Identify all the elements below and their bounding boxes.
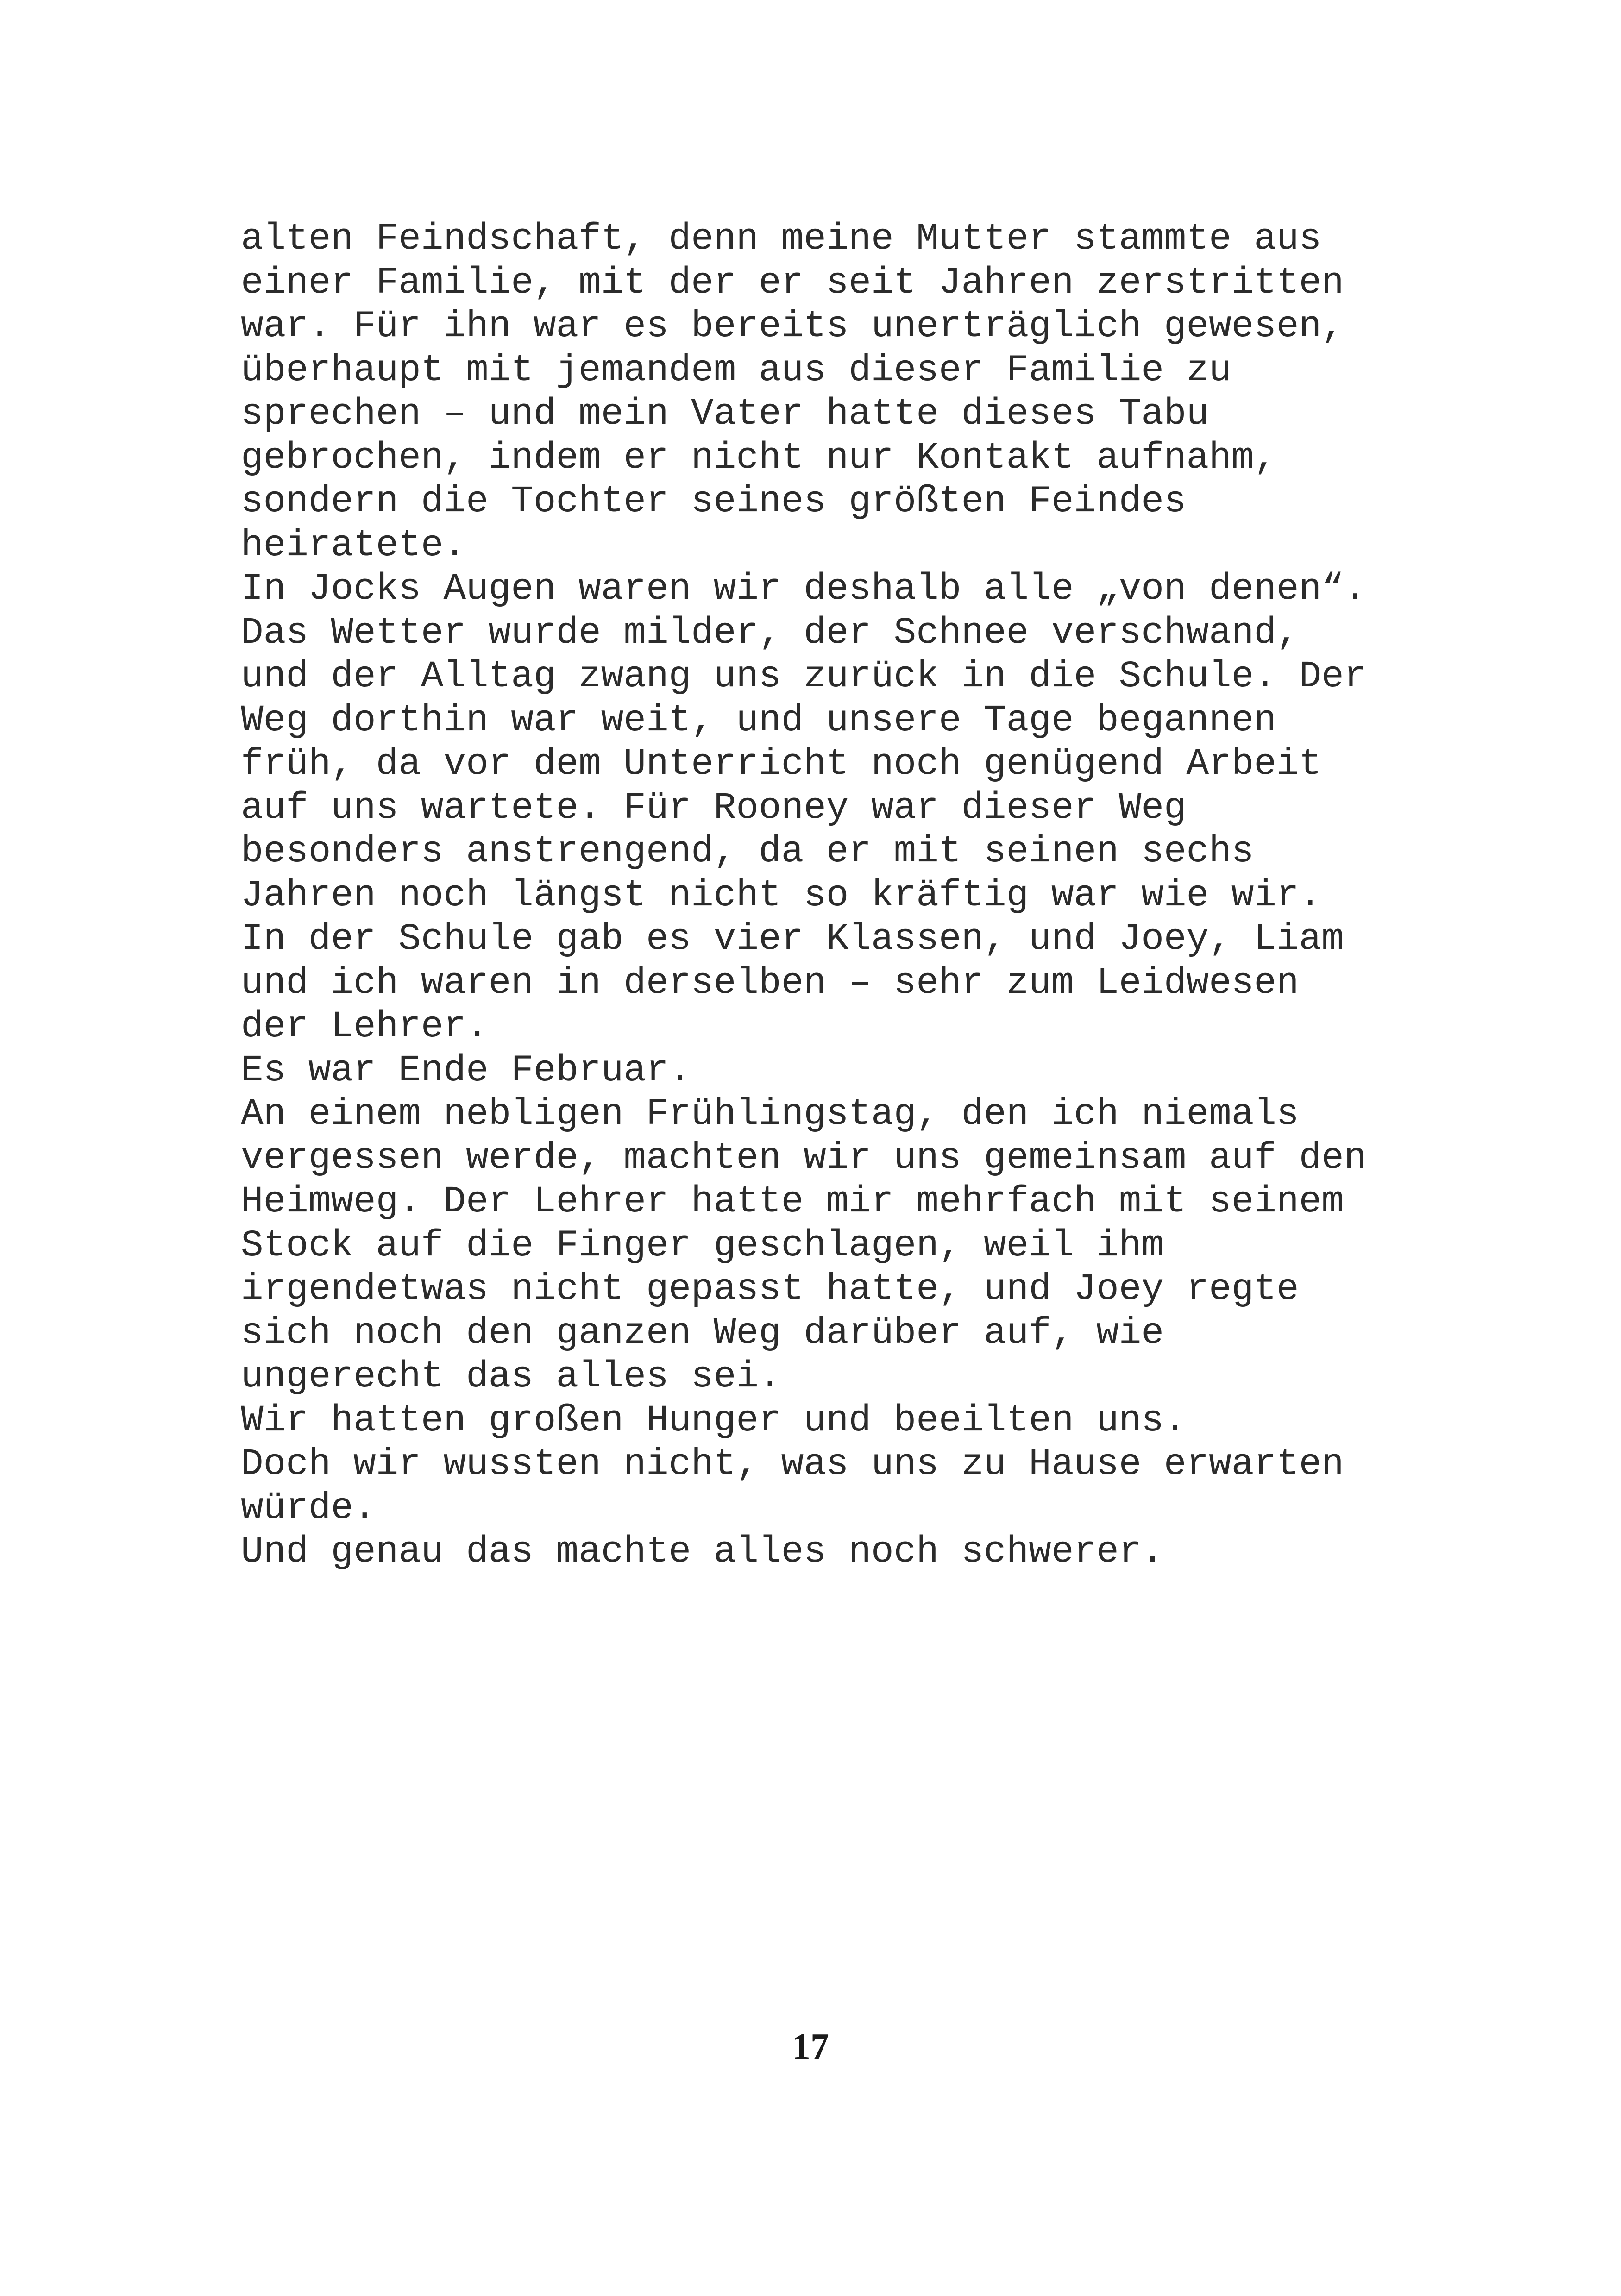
text-line: und ich waren in derselben – sehr zum Leidwesen (241, 962, 1299, 1004)
text-line: war. Für ihn war es bereits unerträglich gewesen, (241, 306, 1344, 348)
text-line: Weg dorthin war weit, und unsere Tage begannen (241, 699, 1276, 742)
text-line: Und genau das machte alles noch schwerer. (241, 1531, 1164, 1573)
text-line: Jahren noch längst nicht so kräftig war wie wir. (241, 874, 1322, 917)
text-line: gebrochen, indem er nicht nur Kontakt aufnahm, (241, 437, 1276, 479)
text-line: besonders anstrengend, da er mit seinen sechs (241, 831, 1254, 873)
page-number: 17 (792, 2026, 829, 2067)
text-line: sondern die Tochter seines größten Feindes (241, 481, 1187, 523)
text-line: irgendetwas nicht gepasst hatte, und Joey regte (241, 1268, 1299, 1311)
text-line: einer Familie, mit der er seit Jahren zerstritten (241, 262, 1344, 304)
text-line: In Jocks Augen waren wir deshalb alle „von denen“. (241, 568, 1367, 610)
text-line: sprechen – und mein Vater hatte dieses Tabu (241, 393, 1209, 435)
body-text (241, 218, 1436, 1575)
text-line: überhaupt mit jemandem aus dieser Familie zu (241, 349, 1231, 392)
text-line: An einem nebligen Frühlingstag, den ich niemals (241, 1093, 1299, 1135)
text-line: ungerecht das alles sei. (241, 1356, 781, 1398)
text-line: Es war Ende Februar. (241, 1049, 691, 1092)
text-line: Heimweg. Der Lehrer hatte mir mehrfach mit seinem (241, 1181, 1344, 1223)
text-line: Doch wir wussten nicht, was uns zu Hause erwarten (241, 1443, 1344, 1486)
text-line: vergessen werde, machten wir uns gemeinsam auf den (241, 1137, 1367, 1179)
text-line: sich noch den ganzen Weg darüber auf, wie (241, 1312, 1164, 1355)
text-line: heiratete. (241, 524, 466, 567)
text-line: und der Alltag zwang uns zurück in die Schule. Der (241, 656, 1367, 698)
text-line: Stock auf die Finger geschlagen, weil ihm (241, 1224, 1164, 1267)
text-line: würde. (241, 1487, 376, 1530)
text-line: alten Feindschaft, denn meine Mutter stammte aus (241, 218, 1322, 260)
text-line: In der Schule gab es vier Klassen, und Joey, Liam (241, 918, 1344, 960)
text-line: der Lehrer. (241, 1006, 489, 1048)
text-line: auf uns wartete. Für Rooney war dieser Weg (241, 787, 1187, 829)
text-line: Wir hatten großen Hunger und beeilten uns. (241, 1399, 1187, 1442)
text-line: Das Wetter wurde milder, der Schnee verschwand, (241, 612, 1299, 654)
text-line: früh, da vor dem Unterricht noch genügend Arbeit (241, 743, 1322, 785)
